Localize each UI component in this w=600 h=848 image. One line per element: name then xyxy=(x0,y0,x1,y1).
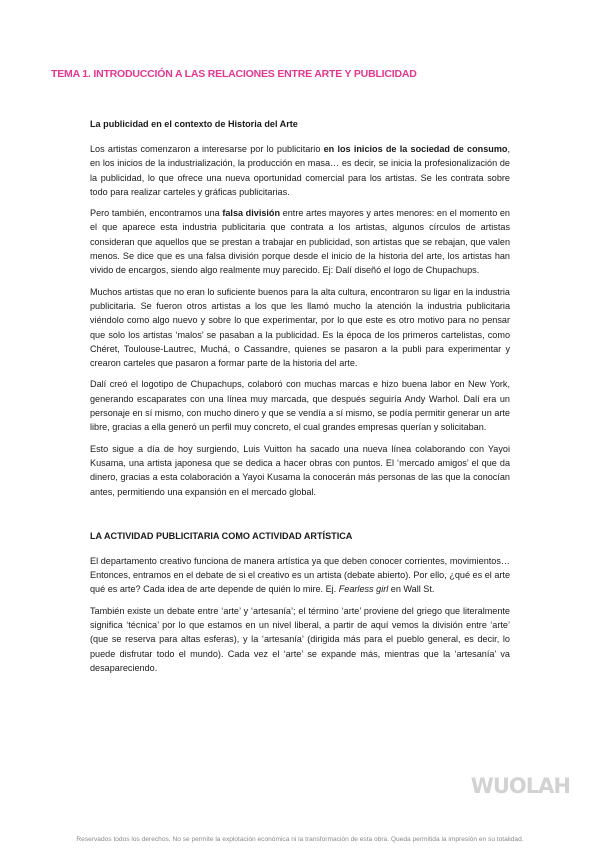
text-run: en Wall St. xyxy=(388,584,435,595)
section-heading-history: La publicidad en el contexto de Historia del Arte xyxy=(90,119,298,129)
paragraph-consumer-society xyxy=(90,142,510,199)
text-run: Los artistas comenzaron a interesarse por lo publicitario xyxy=(90,144,324,154)
paragraph-false-division xyxy=(90,206,510,277)
document-body xyxy=(90,117,510,682)
text-run: Pero también, encontramos una xyxy=(90,208,223,219)
paragraph-poster-artists: Muchos artistas que no eran lo suficiente buenos para la alta cultura, encontraron su ligar en la industria publicitaria. Se fueron otros artistas a los que les llamó mucho la atención la industria publicitaria viéndolo como algo nuevo y sobre lo que experimentar, por lo que este es otro motivo para no pensar que solo los artistas ‘malos’ se pasaban a la publicidad. Es la época de los primeros cartelistas, como Chéret, Toulouse-Lautrec, Muchá, o Cassandre, quienes se pasaron a la publi para experimentar y crearon carteles que pasaron a formar parte de la historia del arte. xyxy=(90,286,510,369)
bold-text: en los inicios de la sociedad de consumo xyxy=(323,144,508,154)
text-run: entre artes mayores y artes menores: en el momento en el que aparece esta industria publicitaria que contrata a los artistas, algunos círculos de artistas consideran que aquellos que se prestan a trabajar en publicidad, son artistas que se rebajan, que valen menos. Se dice que es una falsa división porque desde el inicio de la historia del arte, los artistas han vivido de encargos, siendo algo realmente muy parecido. Ej: Dalí diseñó el logo de Chupachups. xyxy=(90,208,510,276)
section-spacer xyxy=(90,506,510,529)
paragraph-art-vs-craft: También existe un debate entre ‘arte’ y ‘artesanía’; el término ‘arte’ proviene del griego que literalmente significa ‘técnica’ por lo que estamos en un nivel liberal, a partir de aquí vemos la división entre ‘arte’ (que se reserva para altas esferas), y la ‘artesanía’ (dirigida más para el pueblo general, es decir, lo puede disfrutar todo el mundo). Cada vez el ‘arte’ se expande más, mientras que la ‘artesanía’ va desapareciendo. xyxy=(90,605,510,673)
wuolah-logo: WUOLAH xyxy=(470,774,570,798)
paragraph-kusama: Esto sigue a día de hoy surgiendo, Luis Vuitton ha sacado una nueva línea colaborando con Yayoi Kusama, una artista japonesa que se dedica a hacer obras con puntos. El ‘mercado amigos’ el que da dinero, gracias a esta colaboración a Yayoi Kusama la conocerán más personas de las que la conocían antes, permitiendo una expansión en el mercado global. xyxy=(90,443,510,497)
section-heading-advertising-activity: LA ACTIVIDAD PUBLICITARIA COMO ACTIVIDAD ARTÍSTICA xyxy=(90,530,353,541)
bold-text: falsa división xyxy=(222,208,281,219)
copyright-footer: Reservados todos los derechos. No se permite la explotación económica ni la transformación de esta obra. Queda permitida la impresión en su totalidad. xyxy=(76,836,524,843)
paragraph-creative-department xyxy=(90,554,510,597)
italic-text: Fearless girl xyxy=(338,584,389,595)
text-run: , en los inicios de la industrialización, la producción en masa… es decir, se inicia la profesionalización de la publicidad, lo que ofrece una nueva oportunidad comercial para los artistas. Se les contrata sobre todo para realizar carteles y gráficas publicitarias. xyxy=(90,144,510,197)
page-title: TEMA 1. INTRODUCCIÓN A LAS RELACIONES ENTRE ARTE Y PUBLICIDAD xyxy=(51,68,417,80)
text-run: El departamento creativo funciona de manera artística ya que deben conocer corrientes, movimientos… Entonces, entramos en el debate de si el creativo es un artista (debate abierto). Por ello, ¿qué es el arte qué es arte? Cada idea de arte depende de quién lo mire. Ej. xyxy=(90,555,510,595)
paragraph-dali: Dalí creó el logotipo de Chupachups, colaboró con muchas marcas e hizo buena labor en New York, generando escaparates con una línea muy marcada, que después seguiría Andy Warhol. Dalí era un personaje en sí mismo, con mucho dinero y que se vendía a sí mismo, se podía permitir generar un arte libre, gracias a ella generó un perfil muy concreto, el cual grandes empresas querían y solicitaban. xyxy=(90,379,510,433)
